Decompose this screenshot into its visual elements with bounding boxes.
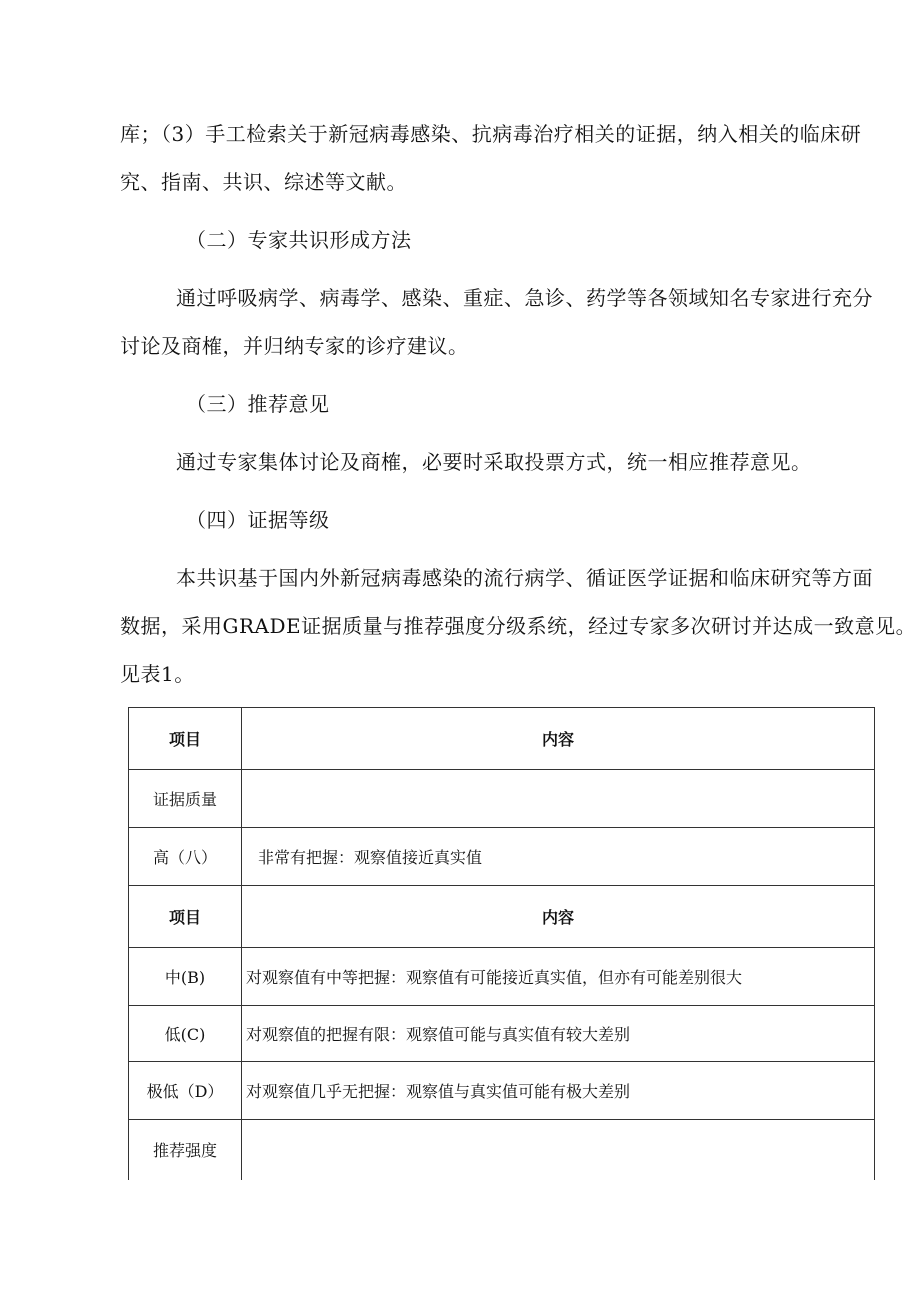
paragraph-line: 通过呼吸病学、病毒学、感染、重症、急诊、药学等各领域知名专家进行充分 bbox=[176, 286, 873, 310]
row-label: 高（八） bbox=[129, 828, 242, 886]
grade-table bbox=[128, 707, 875, 1180]
paragraph-line: 通过专家集体讨论及商榷，必要时采取投票方式，统一相应推荐意见。 bbox=[176, 450, 812, 474]
row-content: 对观察值几乎无把握：观察值与真实值可能有极大差别 bbox=[242, 1062, 875, 1120]
row-content: 对观察值的把握有限：观察值可能与真实值有较大差别 bbox=[242, 1006, 875, 1062]
table-row bbox=[129, 770, 875, 828]
row-content bbox=[242, 770, 875, 828]
paragraph-line: 究、指南、共识、综述等文献。 bbox=[120, 170, 407, 194]
table-row bbox=[129, 948, 875, 1006]
table-header-row bbox=[129, 708, 875, 770]
row-content bbox=[242, 1120, 875, 1180]
row-content: 非常有把握：观察值接近真实值 bbox=[242, 828, 875, 886]
header-cell-item: 项目 bbox=[129, 886, 242, 948]
row-label: 推荐强度 bbox=[129, 1120, 242, 1180]
paragraph-line: 库；（3）手工检索关于新冠病毒感染、抗病毒治疗相关的证据，纳入相关的临床研 bbox=[120, 122, 862, 146]
table-row bbox=[129, 1120, 875, 1180]
row-label: 极低（D） bbox=[129, 1062, 242, 1120]
section-heading: （三）推荐意见 bbox=[186, 392, 330, 416]
paragraph-line: 本共识基于国内外新冠病毒感染的流行病学、循证医学证据和临床研究等方面 bbox=[176, 566, 873, 590]
table-row bbox=[129, 1062, 875, 1120]
paragraph-line: 数据，采用GRADE证据质量与推荐强度分级系统，经过专家多次研讨并达成一致意见。 bbox=[120, 614, 917, 638]
row-label: 低(C) bbox=[129, 1006, 242, 1062]
row-label: 证据质量 bbox=[129, 770, 242, 828]
header-cell-content: 内容 bbox=[242, 886, 875, 948]
header-cell-content: 内容 bbox=[242, 708, 875, 770]
section-heading: （二）专家共识形成方法 bbox=[186, 228, 412, 252]
row-content: 对观察值有中等把握：观察值有可能接近真实值，但亦有可能差别很大 bbox=[242, 948, 875, 1006]
row-label: 中(B) bbox=[129, 948, 242, 1006]
table-row bbox=[129, 828, 875, 886]
header-cell-item: 项目 bbox=[129, 708, 242, 770]
table-row bbox=[129, 1006, 875, 1062]
paragraph-line: 讨论及商榷，并归纳专家的诊疗建议。 bbox=[120, 334, 469, 358]
table-header-row bbox=[129, 886, 875, 948]
section-heading: （四）证据等级 bbox=[186, 508, 330, 532]
paragraph-line: 见表1。 bbox=[120, 662, 195, 686]
